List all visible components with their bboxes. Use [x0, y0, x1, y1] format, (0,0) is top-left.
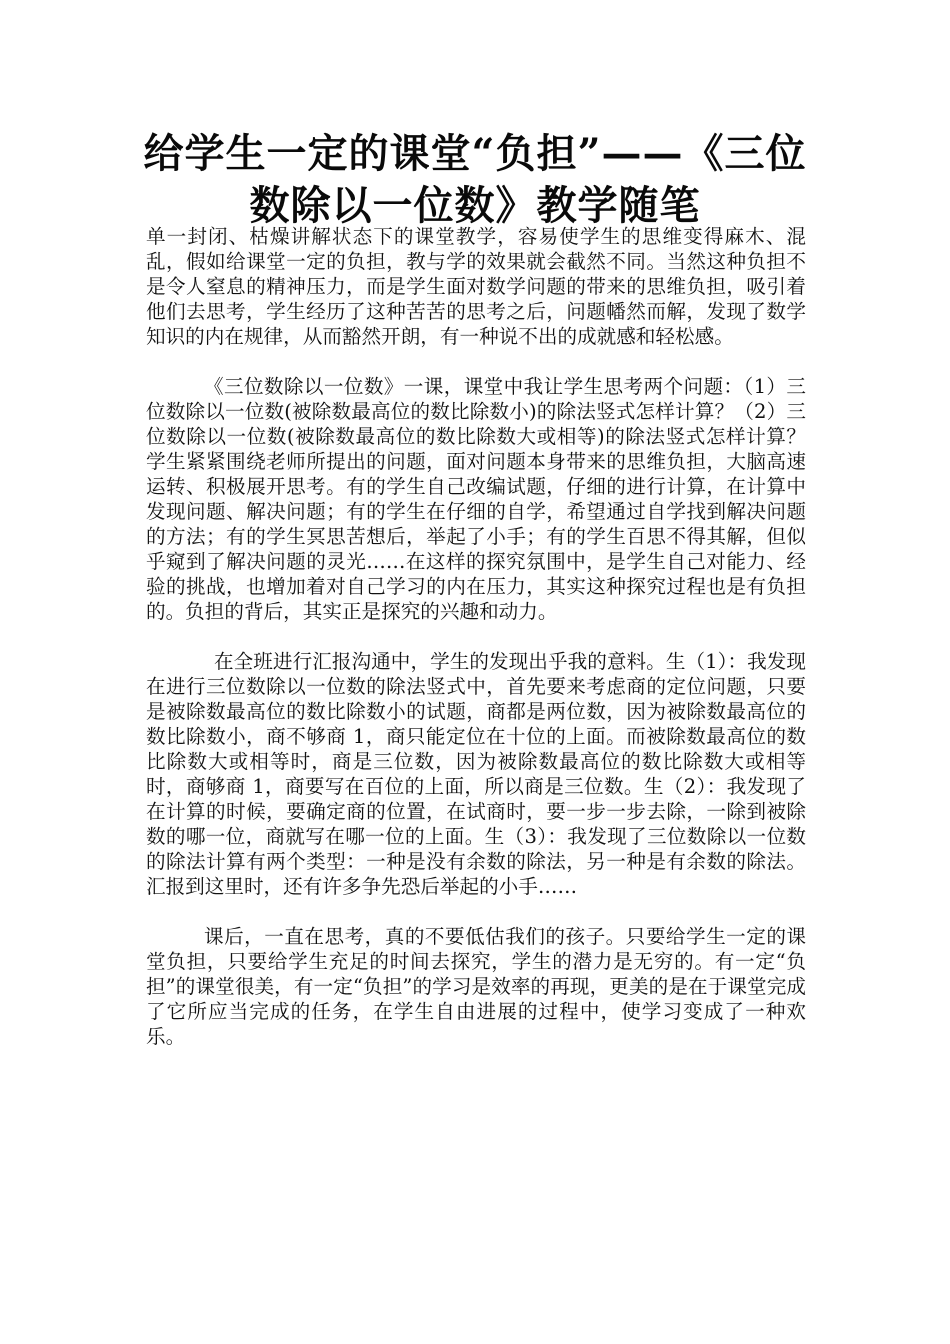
title-line-2: 数除以一位数》教学随笔: [249, 182, 701, 229]
document-title: [120, 128, 830, 232]
paragraph-report: 在全班进行汇报沟通中，学生的发现出乎我的意料。生（1）：我发现在进行三位数除以一位数的除法竖式中，首先要来考虑商的定位问题，只要是被除数最高位的数比除数小的试题，商都是两位数，因为被除数最高位的数比除数小，商不够商 1，商只能定位在十位的上面。而被除数最高位的数比除数大或相等时，商是三位数，因为被除数最高位的数比除数大或相等时，商够商 1，商要写在百位的上面，所以商是三位数。生（2）：我发现了在计算的时候，要确定商的位置，在试商时，要一步一步去除，一除到被除数的哪一位，商就写在哪一位的上面。生（3）：我发现了三位数除以一位数的除法计算有两个类型：一种是没有余数的除法，另一种是有余数的除法。汇报到这里时，还有许多争先恐后举起的小手……: [146, 650, 806, 898]
paragraph-lesson: 《三位数除以一位数》一课，课堂中我让学生思考两个问题：（1）三位数除以一位数(被除数最高位的数比除数小)的除法竖式怎样计算？（2）三位数除以一位数(被除数最高位的数比除数大或相等)的除法竖式怎样计算？学生紧紧围绕老师所提出的问题，面对问题本身带来的思维负担，大脑高速运转、积极展开思考。有的学生自己改编试题，仔细的进行计算，在计算中发现问题、解决问题；有的学生在仔细的自学，希望通过自学找到解决问题的方法；有的学生冥思苦想后，举起了小手；有的学生百思不得其解，但似乎窥到了解决问题的灵光……在这样的探究氛围中，是学生自己对能力、经验的挑战，也增加着对自己学习的内在压力，其实这种探究过程也是有负担的。负担的背后，其实正是探究的兴趣和动力。: [146, 375, 806, 623]
paragraph-intro: 单一封闭、枯燥讲解状态下的课堂教学，容易使学生的思维变得麻木、混乱，假如给课堂一定的负担，教与学的效果就会截然不同。当然这种负担不是令人窒息的精神压力，而是学生面对数学问题的带来的思维负担，吸引着他们去思考，学生经历了这种苦苦的思考之后，问题幡然而解，发现了数学知识的内在规律，从而豁然开朗，有一种说不出的成就感和轻松感。: [146, 225, 806, 348]
document-body: [146, 224, 806, 1074]
paragraph-reflection: 课后，一直在思考，真的不要低估我们的孩子。只要给学生一定的课堂负担，只要给学生充足的时间去探究，学生的潜力是无穷的。有一定“负担”的课堂很美，有一定“负担”的学习是效率的再现，更美的是在于课堂完成了它所应当完成的任务，在学生自由进展的过程中，使学习变成了一种欢乐。: [146, 925, 806, 1048]
title-line-1: 给学生一定的课堂“负担”——《三位: [143, 130, 807, 177]
